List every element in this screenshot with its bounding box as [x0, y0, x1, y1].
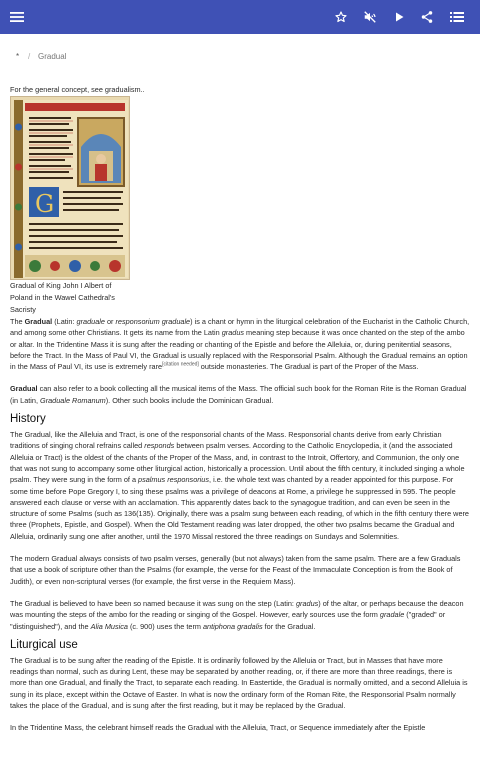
- citation-needed[interactable]: [citation needed]: [162, 361, 199, 368]
- history-paragraph-1: The Gradual, like the Alleluia and Tract, is one of the responsorial chants of the Mass. Responsorial chants derive from early Christian traditions of singing choral refrains called responds between psalm verses. According to the Catholic Encyclopedia, it (and the associated Alleluia or Tract) is the oldest of the chants of the Proper of the Mass, and, in contrast to the Introit, Offertory, and Communion, the only one that was not sung to accompany some other liturgical action, historically a procession. Until about the fifth century, it included singing a whole psalm. They were sung in the form of a psalmus responsorius, i.e. the whole text was chanted by a reader appointed for this purpose. For some time before Pope Gregory I, to sing these psalms was a privilege of deacons at Rome, a privilege he suppressed in 595. The people answered each clause or verse with an acclamation. This apparently dates back to the synagogue tradition, and can even be seen in the structure of some Psalms (such as 136(135). Originally, there was a psalm sung between each reading, of which in the fifth century there were three (Prophets, Epistle, and Gospel). When the Old Testament reading was later dropped, the other two psalms became the Gradual and Alleluia, ordinarily sung one after another, until the 1970 Missal restored the three readings on Sundays and Solemnities.: [10, 430, 469, 541]
- article-content: [10, 84, 470, 734]
- liturgical-paragraph-2: In the Tridentine Mass, the celebrant himself reads the Gradual with the Alleluia, Tract, or Sequence immediately after the Epistle: [10, 723, 426, 733]
- star-icon[interactable]: [326, 0, 356, 34]
- history-heading: History: [10, 413, 46, 426]
- list-icon[interactable]: [442, 0, 472, 34]
- app-toolbar: [0, 0, 480, 34]
- breadcrumb-separator: /: [28, 52, 31, 61]
- hatnote[interactable]: For the general concept, see gradualism..: [10, 85, 145, 94]
- liturgical-use-heading: Liturgical use: [10, 638, 78, 651]
- history-paragraph-3: The Gradual is believed to have been so named because it was sung on the step (Latin: gradus) of the altar, or perhaps because the deacon was mounting the steps of the ambo for the reading or singing of the Gospel. However, early sources use the form gradale ("graded" or "distinguished"), and the Alia Musica (c. 900) uses the term antiphona gradalis for the Gradual.: [10, 598, 464, 631]
- article-figure: [10, 96, 132, 316]
- menu-icon[interactable]: [2, 0, 32, 34]
- intro-paragraph: The Gradual (Latin: graduale or responsorium graduale) is a chant or hymn in the liturgical celebration of the Eucharist in the Catholic Church, and among some other Christians. It gets its name from the Latin gradus meaning step because it was once chanted on the step of the ambo or altar. In the Tridentine Mass it is sung after the reading or chanting of the Epistle and before the Alleluia, or, during penitential seasons, before the Tract. In the Mass of Paul VI, the Gradual is usually replaced with the Responsorial Psalm. Although the Gradual remains an option in the Mass of Paul VI, its use is extremely rare[citation needed] outside monasteries. The Gradual is part of the Proper of the Mass.: [10, 317, 470, 372]
- breadcrumb-home[interactable]: *: [16, 52, 20, 61]
- volume-off-icon[interactable]: [355, 0, 385, 34]
- book-paragraph: Gradual can also refer to a book collecting all the musical items of the Mass. The official such book for the Roman Rite is the Roman Gradual (in Latin, Graduale Romanum). Other such books include the Dominican Gradual.: [10, 384, 467, 405]
- manuscript-image[interactable]: [10, 96, 130, 280]
- image-caption: Gradual of King John I Albert of Poland in the Wawel Cathedral's Sacristy: [10, 281, 115, 314]
- play-icon[interactable]: [384, 0, 414, 34]
- svg-text:G: G: [35, 190, 55, 218]
- history-paragraph-2: The modern Gradual always consists of two psalm verses, generally (but not always) taken from the same psalm. There are a few Graduals that use a book of scripture other than the Psalms (for example, the verse for the Feast of the Immaculate Conception is from the Book of Judith), or even non-scriptural verses (for example, the first verse in the Requiem Mass).: [10, 554, 461, 586]
- share-icon[interactable]: [412, 0, 442, 34]
- liturgical-paragraph-1: The Gradual is to be sung after the reading of the Epistle. It is ordinarily followed by the Alleluia or Tract, but in Masses that have more readings than normal, such as during Lent, these may be separated by another reading, or, if there are more than three readings, there is more than one Gradual, and finally the Tract, to separate each reading. In Eastertide, the Gradual is normally omitted, and a second Alleluia is sung in its place, except within the Octave of Easter. In what is now the ordinary form of the Roman Rite, the Responsorial Psalm normally takes the place of the Gradual, and is sung after the first reading, but it may be replaced by the Gradual.: [10, 655, 468, 711]
- breadcrumb-current: Gradual: [38, 52, 67, 61]
